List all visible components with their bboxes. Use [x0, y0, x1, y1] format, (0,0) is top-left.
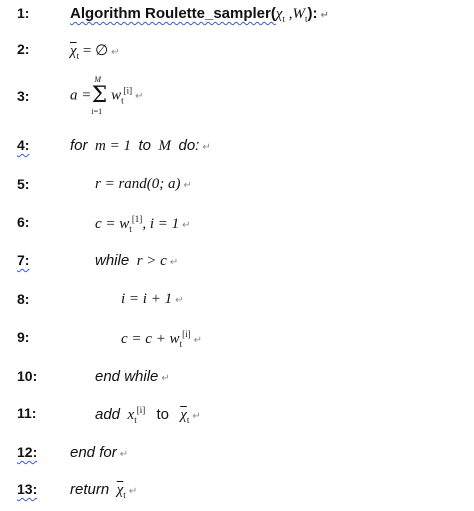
- superscript: [1]: [131, 214, 143, 224]
- algorithm-line-11: [0, 405, 474, 435]
- sum-statement: [70, 75, 144, 116]
- paragraph-mark-icon: ↵: [135, 91, 144, 103]
- add-keyword: add: [95, 406, 121, 423]
- algorithm-line-6: [0, 214, 474, 244]
- subscript: t: [121, 95, 124, 106]
- paragraph-mark-icon: ↵: [193, 335, 202, 346]
- line-number: 1:: [17, 5, 30, 21]
- while-condition: r > c: [136, 253, 167, 269]
- paragraph-mark-icon: ↵: [161, 373, 170, 384]
- algorithm-line-9: [0, 329, 474, 359]
- for-keyword: for: [70, 137, 88, 154]
- paragraph-mark-icon: ↵: [169, 257, 179, 268]
- end-while-statement: [95, 368, 170, 386]
- add-statement: [95, 405, 201, 425]
- end-for-statement: [70, 444, 128, 462]
- to-keyword: to: [138, 137, 151, 154]
- sum-lower: i=1: [91, 107, 103, 116]
- paragraph-mark-icon: ↵: [128, 486, 138, 497]
- line-number: 12:: [17, 444, 38, 460]
- algorithm-line-3: [0, 75, 474, 118]
- algorithm-line-1: [0, 5, 474, 35]
- assign-lhs: c = w: [95, 216, 130, 232]
- paragraph-mark-icon: ↵: [192, 411, 201, 422]
- subscript: t: [134, 415, 137, 425]
- subscript: t: [129, 224, 132, 234]
- w-symbol: W: [292, 6, 305, 22]
- chi-bar-symbol: $\overline{\chi}$: [70, 43, 77, 59]
- algorithm-line-12: [0, 444, 474, 474]
- algorithm-line-7: [0, 252, 474, 282]
- closing-paren: ):: [307, 5, 318, 22]
- assign-rest: , i = 1: [142, 216, 180, 232]
- increment-text: i = i + 1: [121, 291, 173, 307]
- paragraph-mark-icon: ↵: [183, 180, 192, 191]
- loop-init: m = 1: [95, 138, 131, 154]
- line-number: 2:: [17, 41, 30, 57]
- assign-statement: [95, 214, 191, 234]
- paragraph-mark-icon: ↵: [182, 220, 191, 231]
- subscript: t: [123, 490, 126, 500]
- return-statement: [70, 481, 137, 500]
- algorithm-title: [70, 5, 329, 24]
- line-number: 6:: [17, 214, 30, 230]
- w-symbol: w: [111, 87, 122, 104]
- line-number: 3:: [17, 88, 30, 104]
- chi-symbol: χ: [275, 6, 283, 22]
- line-number: 8:: [17, 291, 30, 307]
- subscript: t: [179, 339, 183, 349]
- rand-text: r = rand(0; a): [95, 176, 181, 192]
- accumulate-statement: [121, 329, 202, 349]
- line-number: 11:: [17, 405, 37, 421]
- title-text: Algorithm Roulette_sampler(: [70, 5, 276, 22]
- algorithm-line-4: [0, 137, 474, 167]
- subscript: t: [305, 14, 308, 24]
- m-symbol: M: [158, 138, 171, 154]
- paragraph-mark-icon: ↵: [111, 47, 120, 58]
- line-number: 9:: [17, 329, 30, 345]
- while-keyword: while: [95, 252, 130, 269]
- to-keyword: to: [156, 406, 169, 423]
- sum-upper: M: [94, 75, 102, 84]
- paragraph-mark-icon: ↵: [175, 295, 184, 306]
- end-while-keyword: end while: [95, 368, 159, 385]
- x-symbol: x: [127, 407, 135, 423]
- subscript: t: [282, 14, 285, 24]
- separator: ,: [285, 6, 293, 22]
- summation-icon: [91, 75, 108, 116]
- empty-set-text: = ∅: [79, 43, 109, 59]
- init-statement: [70, 41, 120, 61]
- paragraph-mark-icon: ↵: [320, 10, 329, 21]
- line-number: 4:: [17, 137, 30, 153]
- return-keyword: return: [70, 481, 110, 498]
- line-number: 10:: [17, 368, 38, 384]
- paragraph-mark-icon: ↵: [202, 142, 211, 153]
- algorithm-line-8: [0, 291, 474, 321]
- sigma-symbol: Σ: [91, 83, 108, 108]
- line-number: 13:: [17, 481, 38, 497]
- chi-bar-symbol: $\overline{\chi}$: [180, 407, 187, 423]
- lhs-text: a =: [70, 87, 92, 104]
- for-statement: [70, 137, 211, 155]
- increment-statement: [121, 291, 183, 308]
- superscript: [i]: [136, 405, 146, 415]
- end-for-keyword: end for: [70, 444, 117, 461]
- superscript: [i]: [182, 329, 191, 339]
- algorithm-line-10: [0, 368, 474, 398]
- superscript: [i]: [123, 85, 133, 96]
- accumulate-text: c = c + w: [121, 331, 180, 347]
- algorithm-line-5: [0, 176, 474, 206]
- subscript: t: [186, 415, 190, 425]
- algorithm-line-13: [0, 481, 474, 511]
- line-number: 5:: [17, 176, 30, 192]
- chi-bar-symbol: $\overline{\chi}$: [116, 482, 124, 498]
- while-statement: [95, 252, 178, 270]
- rand-statement: [95, 176, 192, 193]
- line-number: 7:: [17, 252, 30, 268]
- do-keyword: do:: [178, 137, 200, 154]
- algorithm-line-2: [0, 41, 474, 71]
- subscript: t: [76, 51, 80, 61]
- paragraph-mark-icon: ↵: [119, 449, 129, 460]
